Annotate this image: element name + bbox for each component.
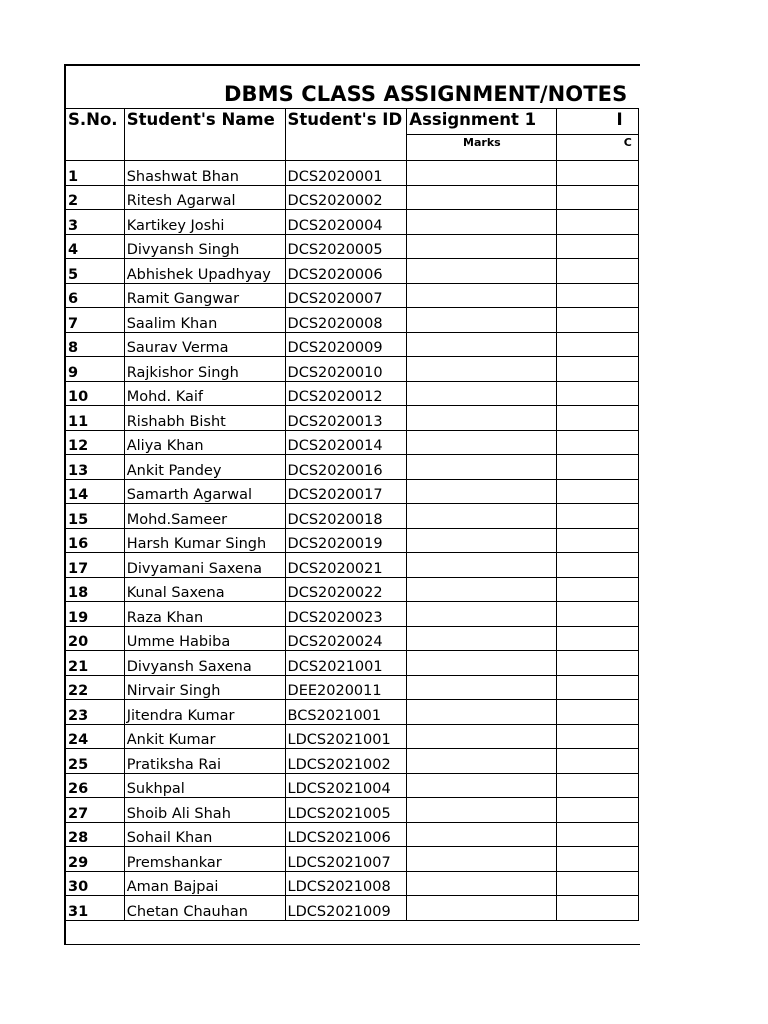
- row-next-column-cell[interactable]: [557, 798, 639, 823]
- row-sno[interactable]: 6: [66, 283, 125, 308]
- row-student-id[interactable]: DCS2020004: [285, 210, 407, 235]
- row-sno[interactable]: 28: [66, 822, 125, 847]
- row-student-name[interactable]: Saurav Verma: [124, 332, 285, 357]
- row-student-id[interactable]: DCS2021001: [285, 651, 407, 676]
- row-student-name[interactable]: Shoib Ali Shah: [124, 798, 285, 823]
- table-row: [66, 847, 639, 872]
- subheader-marks: Marks: [407, 135, 557, 161]
- table-row: [66, 504, 639, 529]
- row-assignment-1-marks[interactable]: [407, 381, 557, 406]
- table-row: [66, 871, 639, 896]
- row-assignment-1-marks[interactable]: [407, 675, 557, 700]
- row-assignment-1-marks[interactable]: [407, 357, 557, 382]
- row-sno[interactable]: 22: [66, 675, 125, 700]
- row-student-id[interactable]: DCS2020017: [285, 479, 407, 504]
- row-sno[interactable]: 17: [66, 553, 125, 578]
- row-sno[interactable]: 12: [66, 430, 125, 455]
- row-assignment-1-marks[interactable]: [407, 553, 557, 578]
- row-next-column-cell[interactable]: [557, 283, 639, 308]
- row-student-name[interactable]: Divyansh Saxena: [124, 651, 285, 676]
- row-student-name[interactable]: Abhishek Upadhyay: [124, 259, 285, 284]
- table-row: [66, 626, 639, 651]
- row-sno[interactable]: 30: [66, 871, 125, 896]
- row-assignment-1-marks[interactable]: [407, 798, 557, 823]
- subheader-next-partial: C: [623, 136, 632, 149]
- row-sno[interactable]: 1: [66, 161, 125, 186]
- row-student-name[interactable]: Mohd.Sameer: [124, 504, 285, 529]
- spreadsheet-page: [64, 64, 640, 945]
- row-assignment-1-marks[interactable]: [407, 332, 557, 357]
- row-student-name[interactable]: Rishabh Bisht: [124, 406, 285, 431]
- row-assignment-1-marks[interactable]: [407, 896, 557, 921]
- row-assignment-1-marks[interactable]: [407, 308, 557, 333]
- row-student-id[interactable]: DCS2020022: [285, 577, 407, 602]
- row-student-name[interactable]: Sukhpal: [124, 773, 285, 798]
- row-student-id[interactable]: LDCS2021004: [285, 773, 407, 798]
- table-row: [66, 430, 639, 455]
- row-assignment-1-marks[interactable]: [407, 479, 557, 504]
- subheader-id: [285, 135, 407, 161]
- row-sno[interactable]: 26: [66, 773, 125, 798]
- row-sno[interactable]: 25: [66, 749, 125, 774]
- row-student-id[interactable]: DCS2020009: [285, 332, 407, 357]
- row-student-id[interactable]: DCS2020024: [285, 626, 407, 651]
- row-next-column-cell[interactable]: [557, 479, 639, 504]
- header-student-name: Student's Name: [124, 109, 285, 135]
- row-sno[interactable]: 20: [66, 626, 125, 651]
- table-row: [66, 798, 639, 823]
- row-student-name[interactable]: Saalim Khan: [124, 308, 285, 333]
- row-assignment-1-marks[interactable]: [407, 234, 557, 259]
- row-assignment-1-marks[interactable]: [407, 651, 557, 676]
- row-student-name[interactable]: Harsh Kumar Singh: [124, 528, 285, 553]
- row-student-id[interactable]: DCS2020019: [285, 528, 407, 553]
- row-student-name[interactable]: Pratiksha Rai: [124, 749, 285, 774]
- row-student-name[interactable]: Aman Bajpai: [124, 871, 285, 896]
- row-sno[interactable]: 15: [66, 504, 125, 529]
- row-next-column-cell[interactable]: [557, 259, 639, 284]
- header-student-id: Student's ID: [285, 109, 407, 135]
- table-row: [66, 455, 639, 480]
- row-student-name[interactable]: Ankit Pandey: [124, 455, 285, 480]
- row-sno[interactable]: 3: [66, 210, 125, 235]
- row-student-id[interactable]: LDCS2021007: [285, 847, 407, 872]
- row-next-column-cell[interactable]: [557, 577, 639, 602]
- row-next-column-cell[interactable]: [557, 626, 639, 651]
- table-row: [66, 259, 639, 284]
- row-next-column-cell[interactable]: [557, 822, 639, 847]
- row-student-id[interactable]: DCS2020005: [285, 234, 407, 259]
- row-next-column-cell[interactable]: [557, 528, 639, 553]
- table-row: [66, 357, 639, 382]
- row-student-name[interactable]: Divyansh Singh: [124, 234, 285, 259]
- row-student-id[interactable]: DCS2020008: [285, 308, 407, 333]
- row-student-name[interactable]: Nirvair Singh: [124, 675, 285, 700]
- row-student-id[interactable]: DCS2020012: [285, 381, 407, 406]
- row-assignment-1-marks[interactable]: [407, 161, 557, 186]
- row-assignment-1-marks[interactable]: [407, 626, 557, 651]
- row-assignment-1-marks[interactable]: [407, 773, 557, 798]
- row-next-column-cell[interactable]: [557, 700, 639, 725]
- row-assignment-1-marks[interactable]: [407, 504, 557, 529]
- header-assignment-1: Assignment 1: [407, 109, 557, 135]
- row-student-name[interactable]: Divyamani Saxena: [124, 553, 285, 578]
- table-row: [66, 749, 639, 774]
- row-assignment-1-marks[interactable]: [407, 185, 557, 210]
- row-sno[interactable]: 27: [66, 798, 125, 823]
- row-next-column-cell[interactable]: [557, 847, 639, 872]
- row-sno[interactable]: 9: [66, 357, 125, 382]
- row-student-name[interactable]: Ramit Gangwar: [124, 283, 285, 308]
- table-row: [66, 773, 639, 798]
- sheet-title: DBMS CLASS ASSIGNMENT/NOTES: [224, 82, 628, 106]
- row-student-id[interactable]: DCS2020018: [285, 504, 407, 529]
- subheader-row: [66, 135, 639, 161]
- row-sno[interactable]: 5: [66, 259, 125, 284]
- row-student-name[interactable]: Ritesh Agarwal: [124, 185, 285, 210]
- row-next-column-cell[interactable]: [557, 357, 639, 382]
- row-assignment-1-marks[interactable]: [407, 749, 557, 774]
- table-row: [66, 577, 639, 602]
- row-next-column-cell[interactable]: [557, 504, 639, 529]
- subheader-sno: [66, 135, 125, 161]
- row-student-id[interactable]: LDCS2021008: [285, 871, 407, 896]
- row-assignment-1-marks[interactable]: [407, 210, 557, 235]
- row-next-column-cell[interactable]: [557, 234, 639, 259]
- row-next-column-cell[interactable]: [557, 308, 639, 333]
- row-next-column-cell[interactable]: [557, 455, 639, 480]
- row-assignment-1-marks[interactable]: [407, 455, 557, 480]
- table-row: [66, 528, 639, 553]
- row-student-name[interactable]: Ankit Kumar: [124, 724, 285, 749]
- row-sno[interactable]: 7: [66, 308, 125, 333]
- row-sno[interactable]: 31: [66, 896, 125, 921]
- row-assignment-1-marks[interactable]: [407, 430, 557, 455]
- row-student-name[interactable]: Premshankar: [124, 847, 285, 872]
- row-assignment-1-marks[interactable]: [407, 577, 557, 602]
- row-assignment-1-marks[interactable]: [407, 871, 557, 896]
- row-next-column-cell[interactable]: [557, 724, 639, 749]
- row-student-id[interactable]: DCS2020006: [285, 259, 407, 284]
- row-next-column-cell[interactable]: [557, 773, 639, 798]
- row-student-id[interactable]: DCS2020010: [285, 357, 407, 382]
- row-next-column-cell[interactable]: [557, 210, 639, 235]
- row-student-name[interactable]: Kartikey Joshi: [124, 210, 285, 235]
- row-assignment-1-marks[interactable]: [407, 528, 557, 553]
- header-next-column: [557, 109, 639, 135]
- row-sno[interactable]: 14: [66, 479, 125, 504]
- row-next-column-cell[interactable]: [557, 675, 639, 700]
- row-student-id[interactable]: DCS2020021: [285, 553, 407, 578]
- row-next-column-cell[interactable]: [557, 332, 639, 357]
- row-sno[interactable]: 29: [66, 847, 125, 872]
- row-student-id[interactable]: DCS2020013: [285, 406, 407, 431]
- row-assignment-1-marks[interactable]: [407, 406, 557, 431]
- row-assignment-1-marks[interactable]: [407, 724, 557, 749]
- row-next-column-cell[interactable]: [557, 430, 639, 455]
- row-student-id[interactable]: LDCS2021006: [285, 822, 407, 847]
- row-student-name[interactable]: Samarth Agarwal: [124, 479, 285, 504]
- table-row: [66, 381, 639, 406]
- table-row: [66, 675, 639, 700]
- row-student-name[interactable]: Kunal Saxena: [124, 577, 285, 602]
- table-row: [66, 308, 639, 333]
- row-sno[interactable]: 24: [66, 724, 125, 749]
- row-student-name[interactable]: Raza Khan: [124, 602, 285, 627]
- row-assignment-1-marks[interactable]: [407, 847, 557, 872]
- row-assignment-1-marks[interactable]: [407, 700, 557, 725]
- row-sno[interactable]: 18: [66, 577, 125, 602]
- row-student-name[interactable]: Rajkishor Singh: [124, 357, 285, 382]
- row-sno[interactable]: 11: [66, 406, 125, 431]
- row-student-id[interactable]: DCS2020014: [285, 430, 407, 455]
- row-student-name[interactable]: Shashwat Bhan: [124, 161, 285, 186]
- row-next-column-cell[interactable]: [557, 553, 639, 578]
- row-assignment-1-marks[interactable]: [407, 259, 557, 284]
- table-row: [66, 161, 639, 186]
- row-student-id[interactable]: LDCS2021005: [285, 798, 407, 823]
- row-next-column-cell[interactable]: [557, 381, 639, 406]
- row-sno[interactable]: 4: [66, 234, 125, 259]
- row-next-column-cell[interactable]: [557, 871, 639, 896]
- table-row: [66, 283, 639, 308]
- table-row: [66, 822, 639, 847]
- row-assignment-1-marks[interactable]: [407, 822, 557, 847]
- table-row: [66, 651, 639, 676]
- row-next-column-cell[interactable]: [557, 602, 639, 627]
- row-sno[interactable]: 8: [66, 332, 125, 357]
- row-student-id[interactable]: DCS2020016: [285, 455, 407, 480]
- row-next-column-cell[interactable]: [557, 406, 639, 431]
- row-student-id[interactable]: DCS2020023: [285, 602, 407, 627]
- row-next-column-cell[interactable]: [557, 749, 639, 774]
- table-row: [66, 700, 639, 725]
- student-table: [65, 108, 639, 921]
- row-sno[interactable]: 10: [66, 381, 125, 406]
- table-row: [66, 185, 639, 210]
- row-sno[interactable]: 2: [66, 185, 125, 210]
- row-assignment-1-marks[interactable]: [407, 283, 557, 308]
- table-row: [66, 210, 639, 235]
- row-next-column-cell[interactable]: [557, 651, 639, 676]
- row-student-id[interactable]: BCS2021001: [285, 700, 407, 725]
- table-row: [66, 896, 639, 921]
- row-next-column-cell[interactable]: [557, 161, 639, 186]
- header-row: [66, 109, 639, 135]
- row-student-name[interactable]: Sohail Khan: [124, 822, 285, 847]
- row-next-column-cell[interactable]: [557, 185, 639, 210]
- row-student-id[interactable]: LDCS2021001: [285, 724, 407, 749]
- row-student-id[interactable]: DEE2020011: [285, 675, 407, 700]
- row-sno[interactable]: 13: [66, 455, 125, 480]
- subheader-next: [557, 135, 639, 161]
- row-student-name[interactable]: Mohd. Kaif: [124, 381, 285, 406]
- row-student-id[interactable]: DCS2020002: [285, 185, 407, 210]
- row-student-name[interactable]: Jitendra Kumar: [124, 700, 285, 725]
- row-student-id[interactable]: DCS2020001: [285, 161, 407, 186]
- row-student-id[interactable]: LDCS2021009: [285, 896, 407, 921]
- row-student-name[interactable]: Chetan Chauhan: [124, 896, 285, 921]
- table-row: [66, 479, 639, 504]
- row-sno[interactable]: 19: [66, 602, 125, 627]
- table-row: [66, 602, 639, 627]
- table-row: [66, 234, 639, 259]
- row-student-name[interactable]: Umme Habiba: [124, 626, 285, 651]
- table-row: [66, 406, 639, 431]
- header-next-partial: I: [616, 110, 623, 129]
- row-sno[interactable]: 23: [66, 700, 125, 725]
- row-student-name[interactable]: Aliya Khan: [124, 430, 285, 455]
- row-sno[interactable]: 21: [66, 651, 125, 676]
- table-row: [66, 553, 639, 578]
- row-student-id[interactable]: LDCS2021002: [285, 749, 407, 774]
- row-assignment-1-marks[interactable]: [407, 602, 557, 627]
- header-sno: S.No.: [66, 109, 125, 135]
- row-next-column-cell[interactable]: [557, 896, 639, 921]
- table-row: [66, 724, 639, 749]
- table-row: [66, 332, 639, 357]
- row-sno[interactable]: 16: [66, 528, 125, 553]
- row-student-id[interactable]: DCS2020007: [285, 283, 407, 308]
- subheader-name: [124, 135, 285, 161]
